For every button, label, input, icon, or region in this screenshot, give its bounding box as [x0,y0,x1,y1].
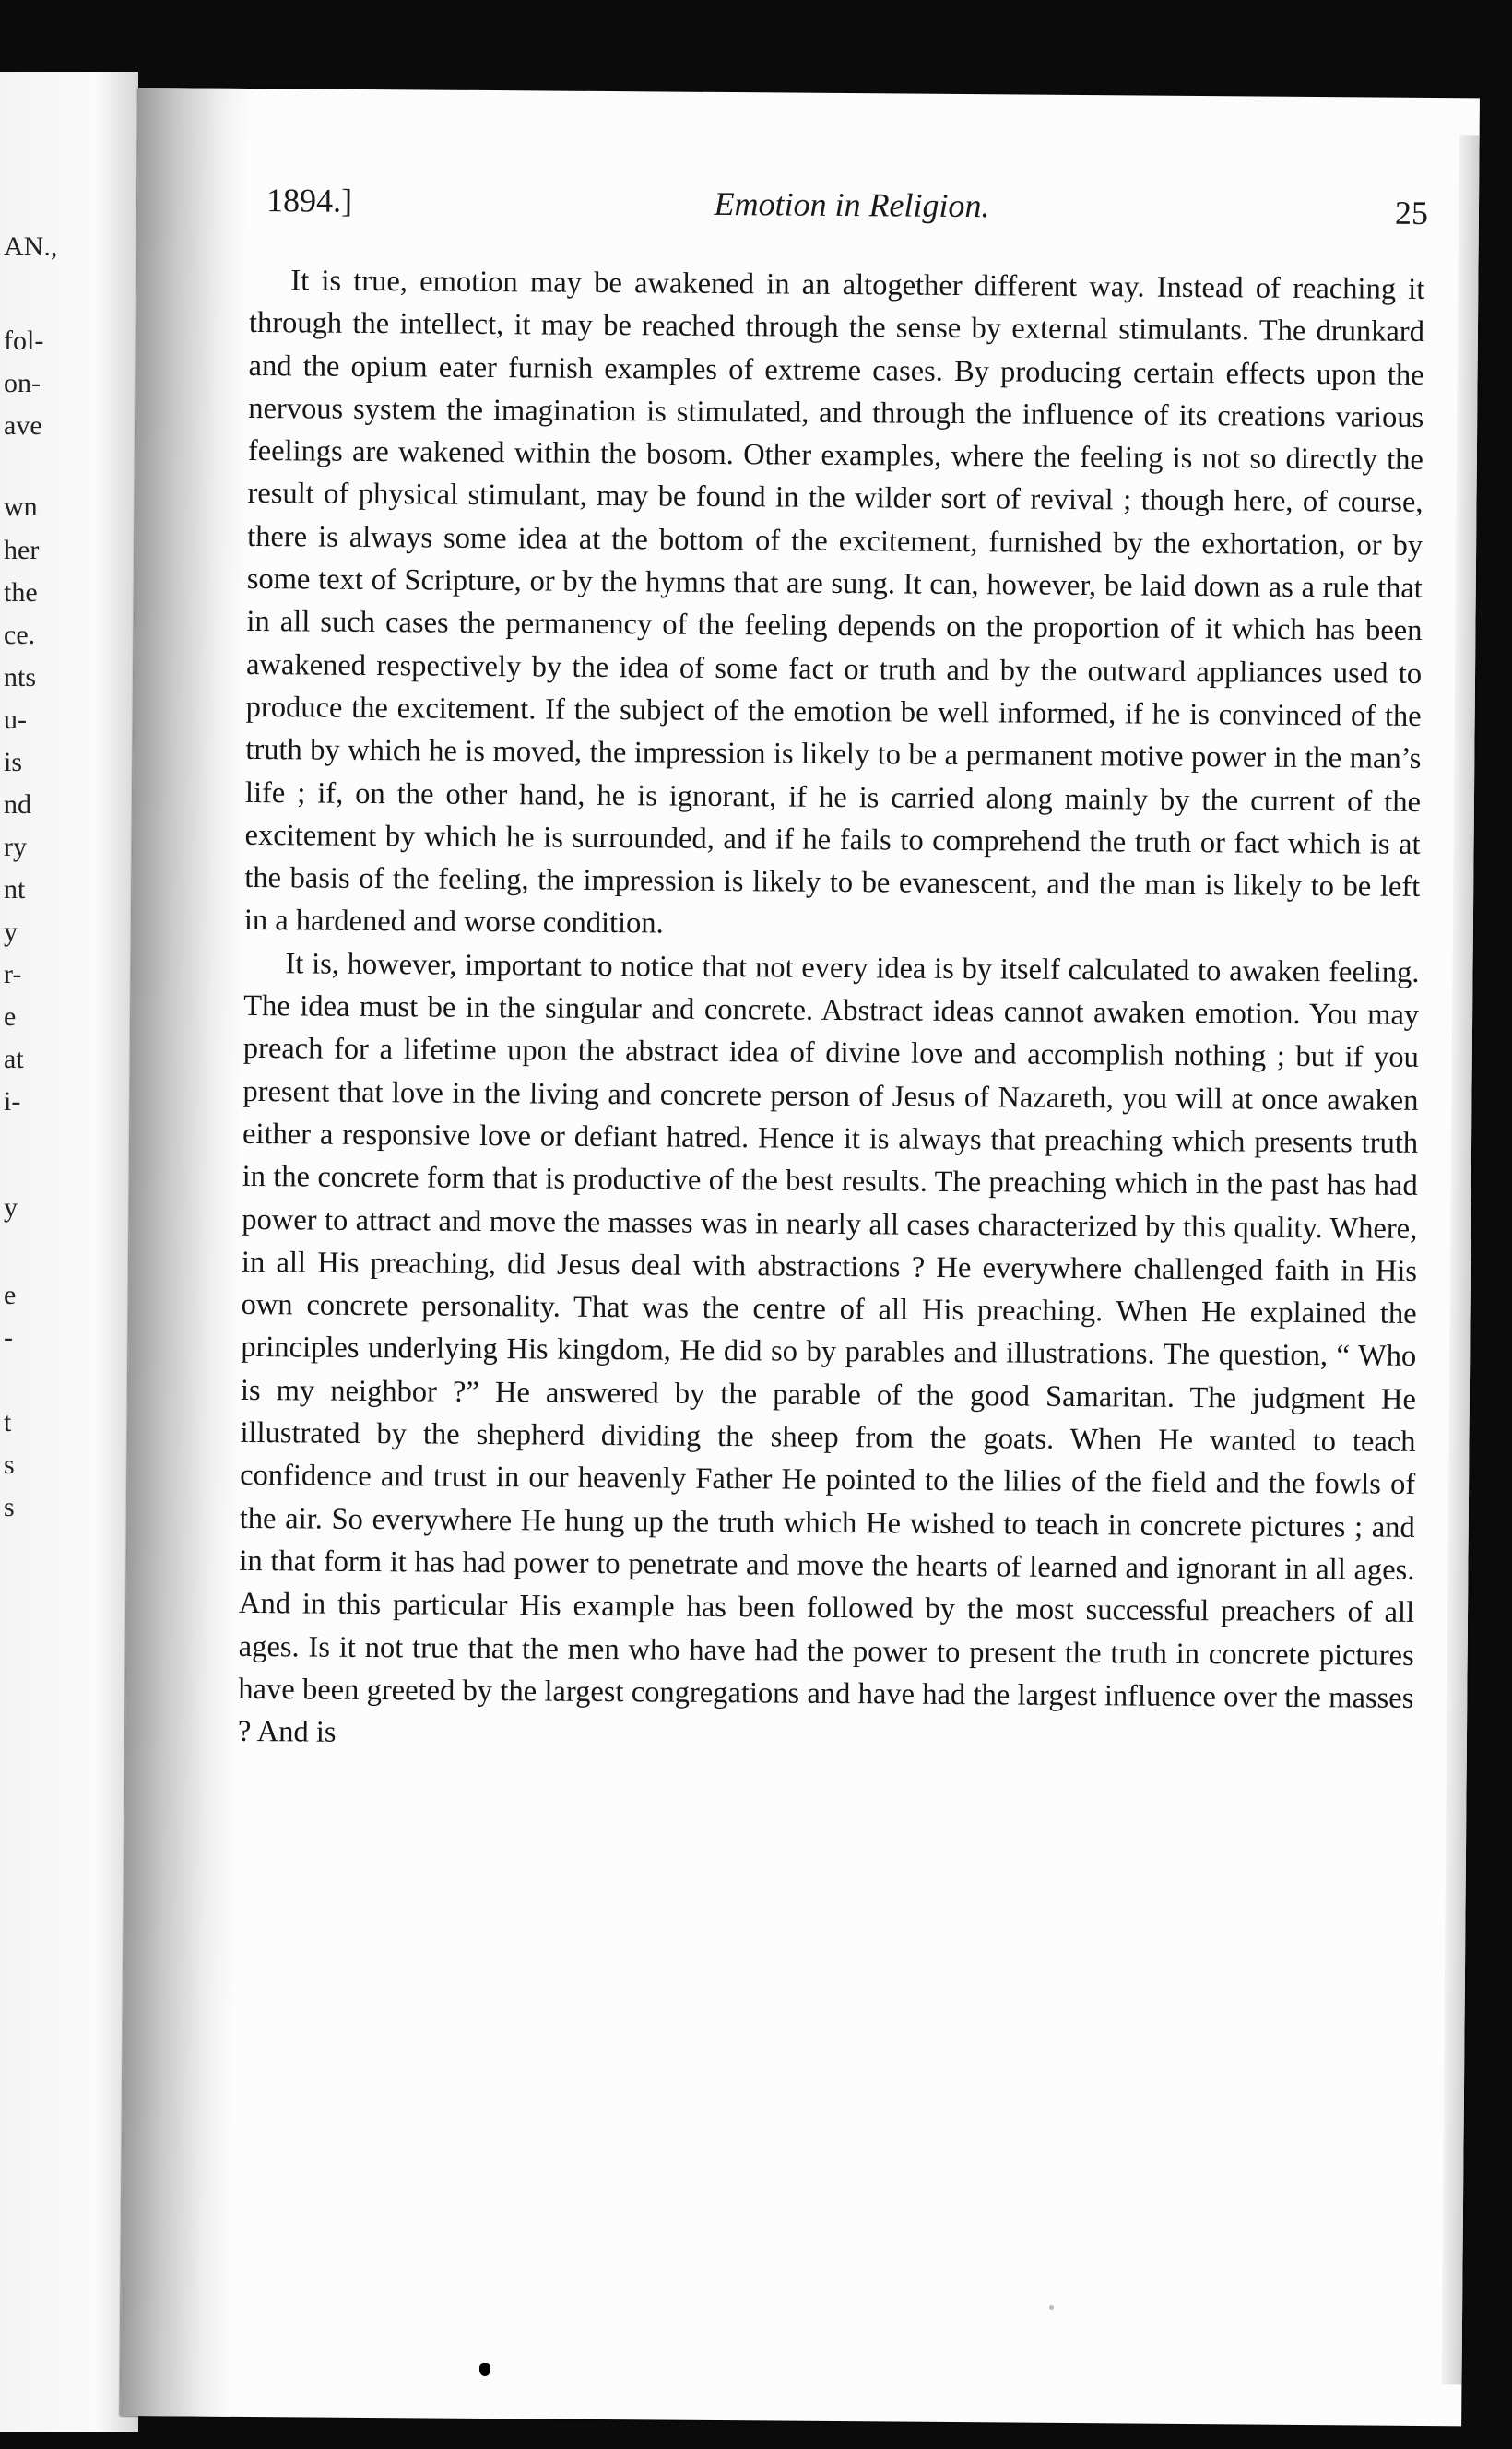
left-page-fragment: her [4,535,40,565]
paragraph: It is true, emotion may be awakened in an altogether different way. Instead of reaching it through the intellect, it may be reached through the sense by external stimulants. The drunkard and the opium eater furnish examples of extreme cases. By producing certain effects upon the nervous system the imagination is stimulated, and through the influence of its creations various feelings are wakened within the bosom. Other examples, where the feeling is not so directly the result of physical stimulant, may be found in the wilder sort of revival ; though here, of course, there is always some idea at the bottom of the excitement, furnished by the exhortation, or by some text of Scripture, or by the hymns that are sung. It can, however, be laid down as a rule that in all such cases the permanency of the feeling depends on the proportion of it which has been awakened respectively by the idea of some fact or truth and by the outward appliances used to produce the excitement. If the subject of the emotion be well informed, if he is convinced of the truth by which he is moved, the impression is likely to be a permanent motive power in the man’s life ; if, on the other hand, he is ignorant, if he is carried along mainly by the current of the excitement by which he is surrounded, and if he fails to comprehend the truth or fact which is at the basis of the feeling, the impression is likely to be evanescent, and the man is likely to be left in a hardened and worse condition. [243,264,1425,941]
left-page-fragment: at [4,1044,24,1074]
left-page-fragment: nd [4,789,31,820]
left-page-fragment: ave [4,410,42,441]
left-page-fragment: u- [4,704,27,735]
left-page-fragment: s [4,1449,15,1480]
page-gutter-shadow [120,88,249,2417]
left-page-fragment: t [4,1407,12,1437]
left-page-fragment: y [4,917,18,947]
paper-spot [1049,2305,1054,2310]
left-page-fragment: AN., [4,231,58,262]
left-page-fragment: r- [4,959,22,989]
left-page-fragment: e [4,1280,17,1310]
left-page-fragment: e [4,1001,17,1032]
left-page-fragment: ry [4,832,27,862]
header-year: 1894.] [266,182,353,219]
paragraph: It is, however, important to notice that not every idea is by itself calculated to awaken feeling. The idea must be in the singular and concrete. Abstract ideas cannot awaken emotion. You may preach for a lifetime upon the abstract idea of divine love and accomplish nothing ; but if you present that love in the living and concrete person of Jesus of Nazareth, you will at once awaken either a responsive love or defiant hatred. Hence it is always that preaching which presents truth in the concrete form that is productive of the best results. The preaching which in the past has had power to attract and move the masses was in nearly all cases characterized by this quality. Where, in all His preaching, did Jesus deal with abstractions ? He everywhere challenged faith in His own concrete personality. That was the centre of all His preaching. When He explained the principles underlying His kingdom, He did so by parables and illustrations. The question, “ Who is my neighbor ?” He answered by the parable of the good Samaritan. The judgment He illustrated by the shepherd dividing the sheep from the goats. When He wanted to teach confidence and trust in our heavenly Father He pointed to the lilies of the field and the fowls of the air. So everywhere He hung up the truth which He wished to teach in concrete pictures ; and in that form it has had power to penetrate and move the hearts of learned and ignorant in all ages. And in this particular His example has been followed by the most successful preachers of all ages. Is it not true that the men who have had the power to present the truth in concrete pictures have been greeted by the largest congregations and have had the largest influence over the masses ? And is [237,947,1420,1749]
body-text [238,259,1425,1762]
left-page-fragment: is [4,747,23,777]
book-page [120,88,1480,2426]
page-edge [1441,135,1479,2384]
header-title: Emotion in Religion. [714,184,990,225]
left-page-fragment: nts [4,662,37,692]
left-facing-page [0,72,138,2432]
left-page-fragment: nt [4,874,26,905]
left-page-fragment: the [4,577,38,608]
scan-speck [479,2363,490,2376]
left-page-fragment: i- [4,1086,21,1117]
left-page-fragment: y [4,1192,18,1223]
page-number: 25 [1394,194,1429,231]
running-header [266,181,1437,245]
left-page-fragment: - [4,1322,13,1353]
left-page-fragment: fol- [4,325,44,356]
left-page-fragment: ce. [4,620,36,650]
left-page-fragment: on- [4,368,41,398]
left-page-fragment: wn [4,491,38,522]
left-page-fragment: s [4,1492,15,1522]
